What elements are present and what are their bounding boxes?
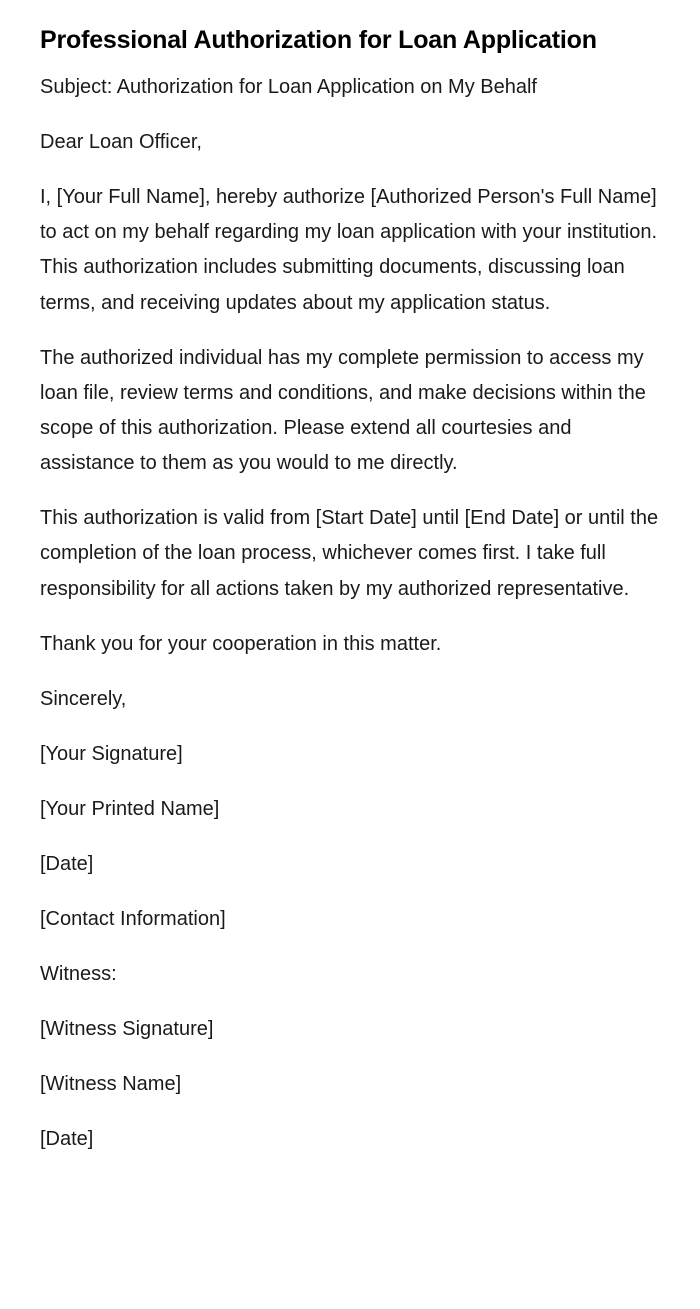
signature-placeholder: [Your Signature] (40, 742, 183, 765)
salutation: Dear Loan Officer, (40, 131, 202, 153)
body-paragraph-authorization: I, [Your Full Name], hereby authorize [Authorized Person's Full Name] to act on my behalf regarding my loan application with your institution. This authorization includes submitting documents, discussing loan terms, and receiving updates about my application status. (40, 186, 658, 314)
body-paragraph-validity: This authorization is valid from [Start Date] until [End Date] or until the completion of the loan process, whichever comes first. I take full responsibility for all actions taken by my authorized representative. (40, 507, 659, 600)
date-placeholder: [Date] (40, 852, 94, 875)
witness-label: Witness: (40, 962, 117, 985)
body-paragraph-permissions: The authorized individual has my complete permission to access my loan file, review terms and conditions, and make decisions within the scope of this authorization. Please extend all courtesies and assistance to them as you would to me directly. (40, 346, 646, 475)
closing-note: Thank you for your cooperation in this matter. (40, 632, 442, 655)
witness-name-placeholder: [Witness Name] (40, 1072, 182, 1095)
document-title: Professional Authorization for Loan Application (40, 26, 597, 54)
sign-off: Sincerely, (40, 687, 127, 710)
contact-information-placeholder: [Contact Information] (40, 907, 226, 930)
printed-name-placeholder: [Your Printed Name] (40, 797, 220, 820)
signature-block (40, 737, 660, 937)
witness-signature-placeholder: [Witness Signature] (40, 1017, 214, 1040)
witness-block (40, 957, 660, 1157)
witness-date-placeholder: [Date] (40, 1127, 94, 1150)
subject-line: Subject: Authorization for Loan Application on My Behalf (40, 76, 537, 98)
